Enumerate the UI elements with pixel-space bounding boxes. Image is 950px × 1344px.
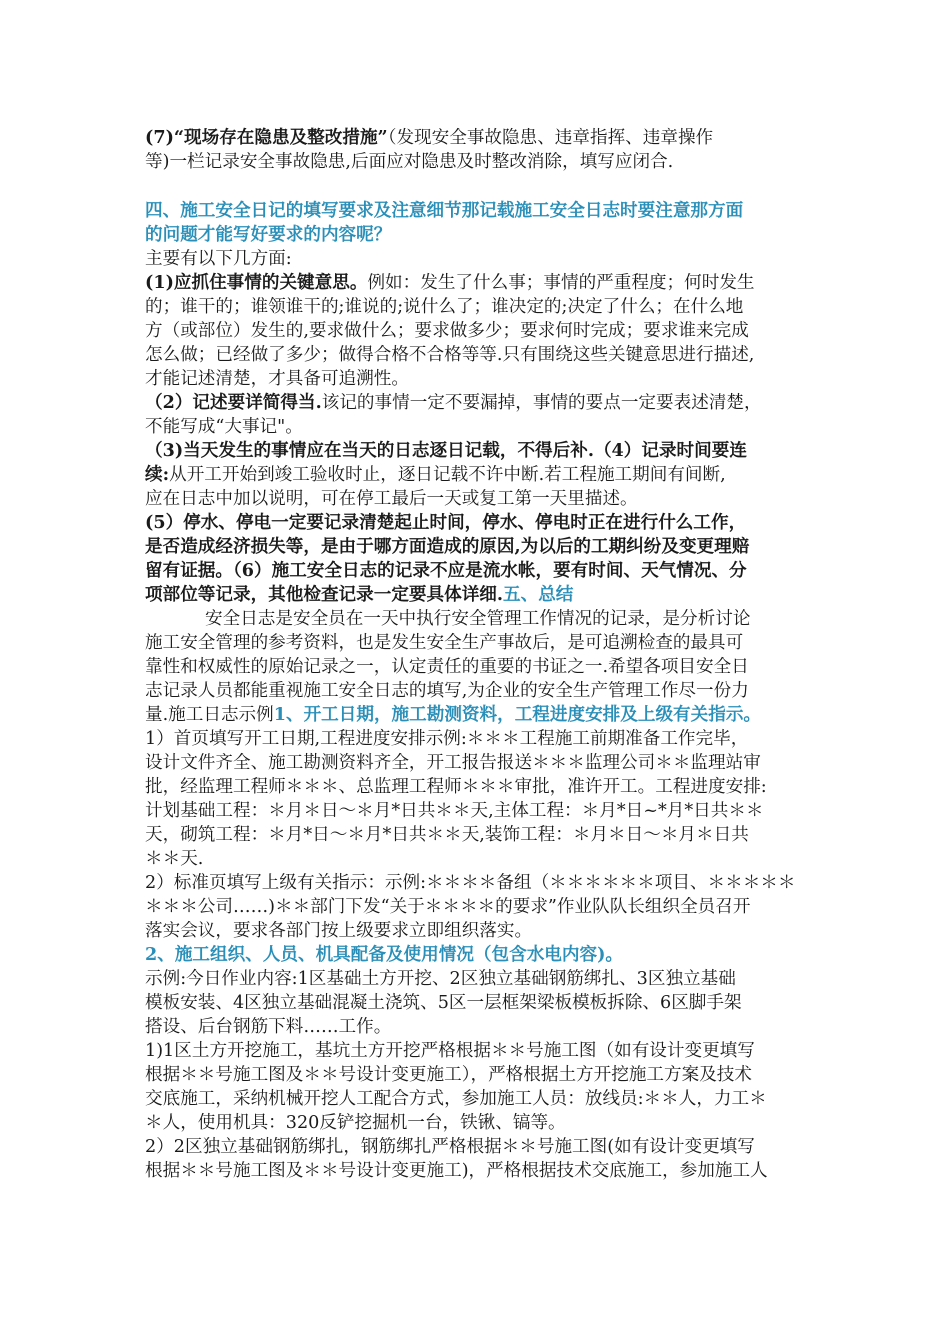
text-line: ＊＊＊公司……)＊＊部门下发“关于＊＊＊＊的要求”作业队队长组织全员召开: [145, 897, 751, 917]
text-line: 志记录人员都能重视施工安全日志的填写,为企业的安全生产管理工作尽一份力: [145, 681, 749, 701]
text-line: [145, 703, 820, 727]
text-line: 不能写成“大事记"。: [145, 417, 303, 437]
text-line: [145, 271, 820, 295]
text-line: 根据＊＊号施工图及＊＊号设计变更施工)，严格根据技术交底施工，参加施工人: [145, 1161, 768, 1181]
text-line: 等)一栏记录安全事故隐患,后面应对隐患及时整改消除，填写应闭合.: [145, 152, 674, 172]
text-line: 1)1区土方开挖施工，基坑土方开挖严格根据＊＊号施工图（如有设计变更填写: [145, 1041, 755, 1061]
section-heading: 的问题才能写好要求的内容呢？: [145, 224, 392, 245]
text-line: 根据＊＊号施工图及＊＊号设计变更施工），严格根据土方开挖施工方案及技术: [145, 1065, 752, 1085]
text-line: （3)当天发生的事情应在当天的日志逐日记载，不得后补.（4）记录时间要连: [145, 440, 747, 461]
text-line: 计划基础工程：＊月＊日～＊月*日共＊＊天,主体工程：＊月*日~*月*日共＊＊: [145, 801, 764, 821]
section-heading: 2、施工组织、人员、机具配备及使用情况（包含水电内容)。: [145, 944, 624, 965]
text-line: 怎么做；已经做了多少；做得合格不合格等等.只有围绕这些关键意思进行描述,: [145, 345, 755, 365]
bold-text: 项部位等记录，其他检查记录一定要具体详细.: [145, 584, 504, 605]
text-line: 的；谁干的；谁领谁干的;谁说的;说什么了；谁决定的;决定了什么；在什么地: [145, 297, 744, 317]
text-line: [145, 126, 820, 150]
text-line: [145, 463, 820, 487]
bold-text: (1)应抓住事情的关键意思。: [145, 272, 368, 293]
paragraph-gap: [145, 174, 820, 199]
text-line: 批，经监理工程师＊＊＊、总监理工程师＊＊＊审批，准许开工。工程进度安排:: [145, 777, 767, 797]
section-heading: 五、总结: [503, 584, 574, 605]
text-line: 示例:今日作业内容:1区基础土方开挖、2区独立基础钢筋绑扎、3区独立基础: [145, 969, 736, 989]
text-line: 天，砌筑工程：＊月*日～＊月*日共＊＊天,装饰工程：＊月＊日～＊月＊日共: [145, 825, 749, 845]
text-line: 方（或部位）发生的,要求做什么；要求做多少；要求何时完成；要求谁来完成: [145, 321, 749, 341]
text-line: ＊人，使用机具：320反铲挖掘机一台，铁锹、镐等。: [145, 1113, 566, 1133]
bold-text: （2）记述要详简得当.: [145, 392, 322, 413]
text-line: 交底施工，采纳机械开挖人工配合方式，参加施工人员：放线员:＊＊人，力工＊: [145, 1089, 767, 1109]
body-text: 该记的事情一定不要漏掉，事情的要点一定要表述清楚，: [321, 393, 762, 413]
bold-text: 续:: [145, 464, 170, 485]
section-heading: 四、施工安全日记的填写要求及注意细节那记载施工安全日志时要注意那方面: [145, 200, 744, 221]
text-line: 安全日志是安全员在一天中执行安全管理工作情况的记录，是分析讨论: [205, 609, 751, 629]
text-line: 2）2区独立基础钢筋绑扎，钢筋绑扎严格根据＊＊号施工图(如有设计变更填写: [145, 1137, 755, 1157]
text-line: 才能记述清楚，才具备可追溯性。: [145, 369, 409, 389]
section-heading: 1、开工日期，施工勘测资料，工程进度安排及上级有关指示。: [273, 704, 762, 725]
text-line: 设计文件齐全、施工勘测资料齐全，开工报告报送＊＊＊监理公司＊＊监理站审: [145, 753, 761, 773]
text-line: [145, 391, 820, 415]
text-line: 模板安装、4区独立基础混凝土浇筑、5区一层框架梁板模板拆除、6区脚手架: [145, 993, 742, 1013]
bold-text: (7)“现场存在隐患及整改措施”: [145, 127, 388, 148]
body-text: 从开工开始到竣工验收时止，逐日记载不许中断.若工程施工期间有间断,: [169, 465, 726, 485]
text-line: 施工安全管理的参考资料，也是发生安全生产事故后，是可追溯检查的最具可: [145, 633, 744, 653]
body-text: 例如：发生了什么事；事情的严重程度；何时发生: [367, 273, 755, 293]
text-line: 应在日志中加以说明，可在停工最后一天或复工第一天里描述。: [145, 489, 638, 509]
text-line: 落实会议，要求各部门按上级要求立即组织落实。: [145, 921, 533, 941]
body-text: （发现安全事故隐患、违章指挥、违章操作: [387, 128, 714, 148]
text-line: 2）标准页填写上级有关指示：示例:＊＊＊＊备组（＊＊＊＊＊＊项目、＊＊＊＊＊: [145, 873, 796, 893]
text-line: 是否造成经济损失等，是由于哪方面造成的原因,为以后的工期纠纷及变更理赔: [145, 536, 750, 557]
text-line: 靠性和权威性的原始记录之一，认定责任的重要的书证之一.希望各项目安全日: [145, 657, 749, 677]
body-text: 量.施工日志示例: [145, 705, 274, 725]
text-line: 搭设、后台钢筋下料……工作。: [145, 1017, 392, 1037]
text-line: 1）首页填写开工日期,工程进度安排示例:＊＊＊工程施工前期准备工作完毕，: [145, 729, 749, 749]
text-line: (5）停水、停电一定要记录清楚起止时间，停水、停电时正在进行什么工作，: [145, 512, 747, 533]
text-line: 主要有以下几方面:: [145, 249, 292, 269]
text-line: 留有证据。（6）施工安全日志的记录不应是流水帐，要有时间、天气情况、分: [145, 560, 747, 581]
text-line: [145, 583, 820, 607]
text-line: ＊＊天.: [145, 849, 204, 869]
